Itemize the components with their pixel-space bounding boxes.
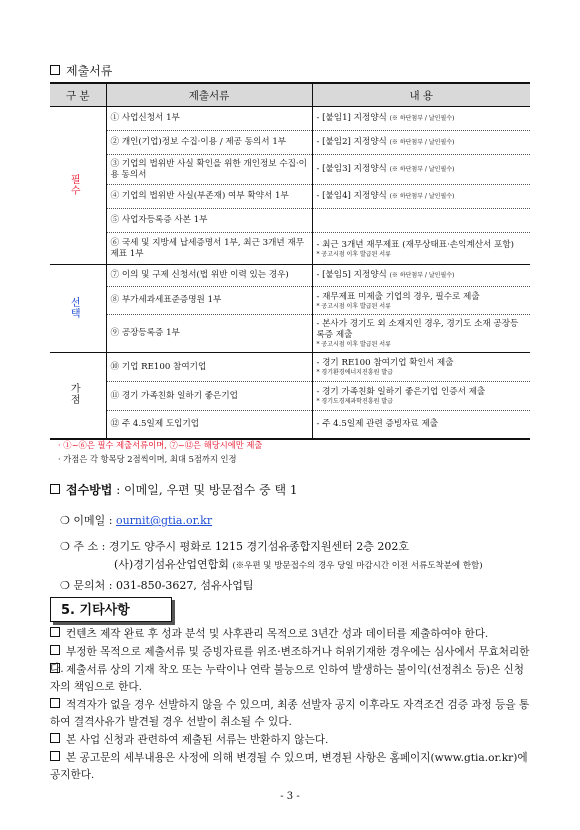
doc-cell: ⑧ 부가세과세표준증명원 1부 — [106, 287, 312, 315]
checkbox-icon — [50, 663, 60, 673]
table-row — [50, 265, 530, 287]
circle-bullet-icon: ❍ — [60, 540, 70, 553]
content-cell: - 경기 RE100 참여기업 확인서 제출 * 경기환경에너지진흥원 발급 — [312, 353, 530, 382]
table-row — [50, 382, 530, 411]
checkbox-icon — [50, 698, 60, 708]
header-content: 내 용 — [312, 83, 530, 107]
checkbox-icon — [50, 645, 60, 655]
etc-item: 제출서류 상의 기재 착오 또는 누락이나 연락 불능으로 인하여 발생하는 불이익(선정취소 등)은 신청자의 책임으로 한다. — [50, 664, 525, 693]
table-header-row — [50, 83, 530, 107]
table-row — [50, 287, 530, 315]
table-row — [50, 107, 530, 131]
header-documents: 제출서류 — [106, 83, 312, 107]
content-cell: - 경기 가족친화 일하기 좋은기업 인증서 제출 * 경기도경제과학진흥원 발급 — [312, 382, 530, 411]
doc-cell: ⑪ 경기 가족친화 일하기 좋은기업 — [106, 382, 312, 411]
etc-item: 컨텐츠 제작 완료 후 성과 분석 및 사후관리 목적으로 3년간 성과 데이터를 제출하여야 한다. — [50, 626, 530, 643]
doc-cell: ⑥ 국세 및 지방세 납세증명서 1부, 최근 3개년 재무제표 1부 — [106, 233, 312, 265]
etc-item: 본 사업 신청과 관련하여 제출된 서류는 반환하지 않는다. — [50, 732, 530, 749]
checkbox-icon — [50, 751, 60, 761]
content-cell: - [붙임2] 지정양식 (※ 하단첨부 / 날인필수) — [312, 131, 530, 155]
contact-line: ❍ 문의처 : 031-850-3627, 섬유사업팀 — [60, 579, 254, 592]
receipt-method: 접수방법 : 이메일, 우편 및 방문접수 중 택 1 — [50, 481, 298, 498]
footnote-bonus: · 가점은 각 항목당 2점씩이며, 최대 5점까지 인정 — [58, 454, 237, 464]
category-bonus: 가점 — [50, 353, 106, 439]
content-cell: - [붙임3] 지정양식 (※ 하단첨부 / 날인필수) — [312, 155, 530, 185]
circle-bullet-icon: ❍ — [60, 514, 70, 527]
table-row — [50, 353, 530, 382]
doc-cell: ① 사업신청서 1부 — [106, 107, 312, 131]
content-cell: - 재무제표 미제출 기업의 경우, 필수로 제출 * 공고시점 이후 발급된 서류 — [312, 287, 530, 315]
content-cell: - 본사가 경기도 외 소재지인 경우, 경기도 소재 공장등록증 제출 * 공고시점 이후 발급된 서류 — [312, 315, 530, 353]
category-optional: 선택 — [50, 265, 106, 353]
checkbox-icon — [50, 65, 60, 75]
doc-cell: ⑦ 이의 및 구제 신청서(법 위반 이력 있는 경우) — [106, 265, 312, 287]
content-cell: - [붙임5] 지정양식 (※ 하단첨부 / 날인필수) — [312, 265, 530, 287]
doc-cell: ⑤ 사업자등록증 사본 1부 — [106, 209, 312, 233]
etc-item: 부정한 목적으로 제출서류 및 증빙자료를 위조·변조하거나 허위기재한 경우에는 심사에서 무효처리한다. — [50, 646, 530, 675]
doc-cell: ⑨ 공장등록증 1부 — [106, 315, 312, 353]
doc-cell: ② 개인(기업)정보 수집·이용 / 제공 동의서 1부 — [106, 131, 312, 155]
content-cell: - [붙임4] 지정양식 (※ 하단첨부 / 날인필수) — [312, 185, 530, 209]
email-link[interactable]: ournit@gtia.or.kr — [115, 514, 213, 527]
content-cell: - [붙임1] 지정양식 (※ 하단첨부 / 날인필수) — [312, 107, 530, 131]
checkbox-icon — [50, 484, 60, 494]
doc-cell: ④ 기업의 법위반 사실(부존재) 여부 확약서 1부 — [106, 185, 312, 209]
content-cell — [312, 209, 530, 233]
doc-cell: ⑩ 기업 RE100 참여기업 — [106, 353, 312, 382]
doc-cell: ⑫ 주 4.5일제 도입기업 — [106, 411, 312, 439]
page-number: - 3 - — [280, 791, 300, 802]
content-cell: - 주 4.5일제 관련 증빙자료 제출 — [312, 411, 530, 439]
content-cell: - 최근 3개년 재무제표 (재무상태표·손익계산서 포함) * 공고시점 이후 발급된 서류 — [312, 233, 530, 265]
section-title: 제출서류 — [50, 62, 112, 79]
header-category: 구 분 — [50, 83, 106, 107]
table-row — [50, 155, 530, 185]
circle-bullet-icon: ❍ — [60, 579, 70, 592]
documents-table — [50, 82, 530, 440]
address-line-2: (사)경기섬유산업연합회 (※우편 및 방문접수의 경우 당일 마감시간 이전 서류도착분에 한함) — [114, 558, 483, 571]
address-line: ❍ 주 소 : 경기도 양주시 평화로 1215 경기섬유종합지원센터 2층 202호 — [60, 540, 409, 553]
email-line: ❍ 이메일 : ournit@gtia.or.kr — [60, 514, 213, 527]
table-row — [50, 209, 530, 233]
table-row — [50, 315, 530, 353]
checkbox-icon — [50, 733, 60, 743]
etc-item: 본 공고문의 세부내용은 사정에 의해 변경될 수 있으며, 변경된 사항은 홈페이지(www.gtia.or.kr)에 공지한다. — [50, 752, 528, 781]
checkbox-icon — [50, 627, 60, 637]
table-row — [50, 185, 530, 209]
table-row — [50, 131, 530, 155]
category-required: 필수 — [50, 107, 106, 265]
doc-cell: ③ 기업의 법위반 사실 확인을 위한 개인정보 수집·이용 동의서 — [106, 155, 312, 185]
section-5-title: 5. 기타사항 — [50, 597, 172, 622]
table-row — [50, 233, 530, 265]
etc-item: 적격자가 없을 경우 선발하지 않을 수 있으며, 최종 선발자 공지 이후라도 자격조건 검증 과정 등을 통하여 결격사유가 발견될 경우 선발이 취소될 수 있다. — [50, 699, 530, 728]
footnote-required: · ①~⑥은 필수 제출서류이며, ⑦~⑫은 해당시에만 제출 — [58, 440, 263, 450]
table-row — [50, 411, 530, 439]
